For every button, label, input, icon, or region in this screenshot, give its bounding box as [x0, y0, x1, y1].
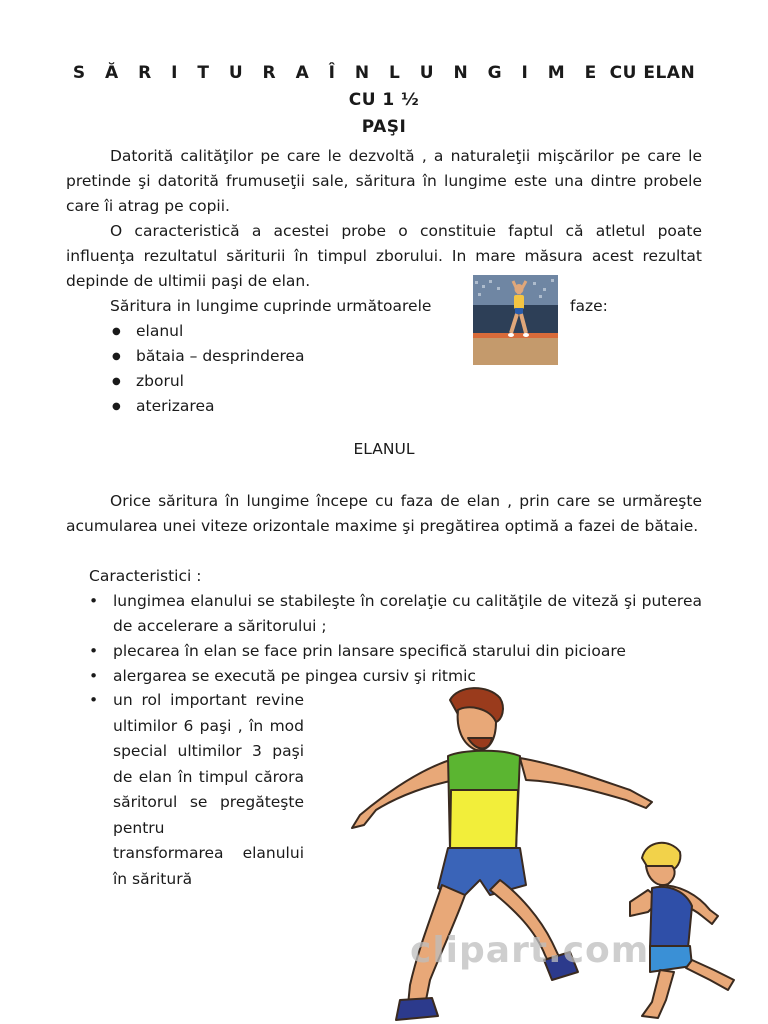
elan-paragraph: Orice săritura în lungime începe cu faza de elan , prin care se urmăreşte acumularea unei viteze orizontale maxime şi pregătirea optimă a fazei de bătaie.	[66, 492, 702, 535]
list-item: • alergarea se execută pe pingea cursiv şi ritmic	[89, 664, 702, 689]
section-heading-elanul: ELANUL	[353, 440, 415, 458]
phases-tail-text: faze:	[570, 297, 608, 315]
title-spaced-part: S Ă R I T U R A Î N L U N G I M E	[72, 63, 604, 83]
phases-list	[112, 319, 305, 419]
list-item: ● elanul	[112, 319, 305, 344]
characteristics-label: Caracteristici :	[89, 567, 202, 585]
list-item: • lungimea elanului se stabileşte în corelaţie cu calităţile de viteză şi puterea de accelerare a săritorului ;	[89, 589, 702, 639]
page-title	[66, 60, 702, 141]
characteristics-list-narrow	[89, 688, 304, 892]
phases-lead-text: Săritura in lungime cuprinde următoarele	[110, 297, 432, 315]
list-item: ● zborul	[112, 369, 305, 394]
list-item	[89, 688, 304, 892]
runners-illustration	[330, 680, 768, 1024]
list-item: ● bătaia – desprinderea	[112, 344, 305, 369]
watermark-text: clipart.com	[410, 930, 650, 971]
list-item: • plecarea în elan se face prin lansare specifică starului din picioare	[89, 639, 702, 664]
long-jump-athlete-photo	[473, 275, 558, 365]
intro-paragraph-2: O caracteristică a acestei probe o constituie faptul că atletul poate influenţa rezultatul săriturii în timpul zborului. In mare măsura acest rezultat depinde de ultimii paşi de elan.	[66, 222, 702, 290]
list-item-text: un rol important revine ultimilor 6 paşi , în mod special ultimilor 3 paşi de elan în timpul cărora săritorul se pregăteşte pentru	[113, 691, 304, 837]
title-second-line: PAŞI	[361, 117, 407, 137]
characteristics-list	[89, 589, 702, 689]
title-rest-part: CU ELAN CU 1 ½	[348, 63, 696, 110]
list-item: ● aterizarea	[112, 394, 305, 419]
list-item-text-end: transformarea elanului în săritură	[113, 844, 304, 888]
intro-paragraph-1: Datorită calităţilor pe care le dezvoltă , a naturaleţii mişcărilor pe care le pretinde şi datorită frumuseţii sale, săritura în lungime este una dintre probele care îi atrag pe copii.	[66, 147, 702, 215]
